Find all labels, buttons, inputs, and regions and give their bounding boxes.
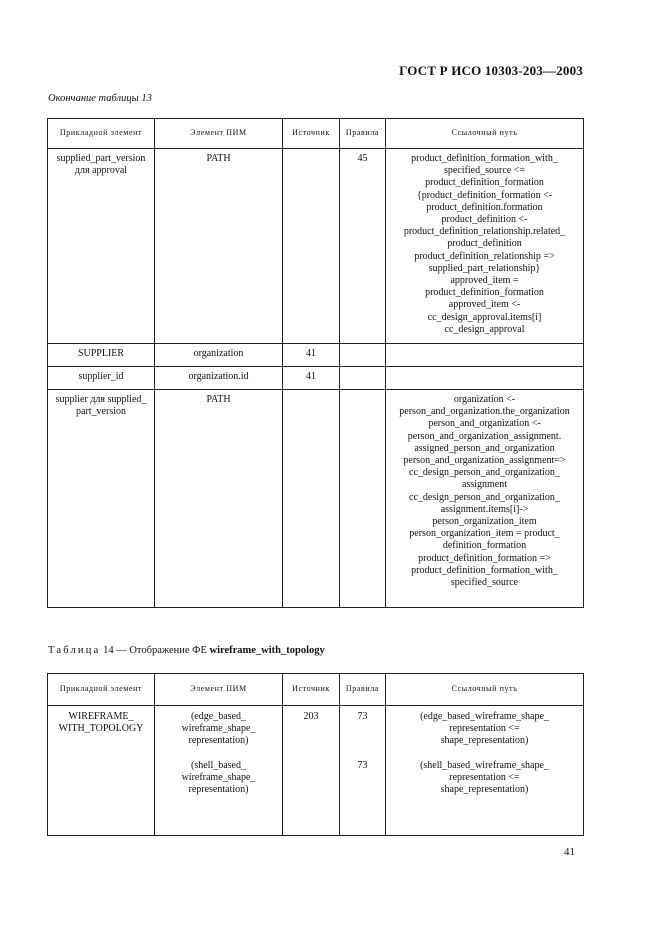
column-header: Элемент ПИМ [155,119,283,149]
reference-path-cell: (edge_based_wireframe_shape_ representation <= shape_representation) (shell_based_wireframe_shape_ representation <= shape_representation) [420,711,549,796]
reference-path-cell [386,344,583,352]
pim-element-cell: (edge_based_ wireframe_shape_ representation) (shell_based_ wireframe_shape_ representation) [181,711,256,796]
column-header: Источник [283,674,340,706]
reference-path-cell: product_definition_formation_with_ specified_source <= product_definition_formation {product_definition_formation <- product_definition.formation product_definition <- product_definition_relationship.related_ product_definition product_definition_relationship => supplied_part_relationship} approved_item = product_definition_formation approved_item <- cc_design_approval.items[i] cc_design_approval [403,153,566,335]
page-number: 41 [564,846,575,858]
rules-cell [340,367,385,375]
column-header: Ссылочный путь [386,119,584,149]
reference-path-cell [386,367,583,375]
column-header: Ссылочный путь [386,674,584,706]
table-14-header-row [48,674,584,706]
table-13-caption: Окончание таблицы 13 [48,93,152,104]
table-row [48,344,584,367]
pim-element-cell: organization.id [188,371,249,382]
caption-entity: wireframe_with_topology [209,645,325,656]
table-row [48,149,584,344]
source-cell: 41 [306,348,316,359]
column-header: Правила [340,674,386,706]
caption-number: 14 — Отображение ФЕ [103,645,207,656]
source-cell [283,390,339,398]
table-row [48,367,584,390]
column-header: Правила [340,119,386,149]
table-14 [47,673,584,836]
reference-path-cell: organization <- person_and_organization.the_organization person_and_organization <- person_and_organization_assignment. assigned_person_and_organization person_and_organization_assignment=> cc_design_person_and_organization_ assignment cc_design_person_and_organization_ assignment.items[i]-> person_organization_item person_organization_item = product_ definition_formation product_definition_formation => product_definition_formation_with_ specified_source [399,394,570,589]
column-header: Источник [283,119,340,149]
app-element-cell: supplier для supplied_ part_version [55,394,147,418]
table-14-caption [48,645,325,656]
app-element-cell: SUPPLIER [77,348,125,359]
app-element-cell: supplied_part_version для approval [56,153,146,177]
table-13-header-row [48,119,584,149]
column-header: Прикладной элемент [48,119,155,149]
rules-cell: 45 [357,153,368,164]
rules-cell [340,390,385,398]
app-element-cell: WIREFRAME_ WITH_TOPOLOGY [58,711,144,735]
caption-prefix: Таблица [48,645,101,656]
pim-element-cell: PATH [206,394,231,405]
column-header: Прикладной элемент [48,674,155,706]
rules-cell [340,344,385,352]
table-row [48,390,584,608]
source-cell: 41 [306,371,316,382]
pim-element-cell: organization [193,348,244,359]
source-cell [283,149,339,157]
app-element-cell: supplier_id [78,371,124,382]
rules-cell: 73 73 [357,711,368,771]
source-cell: 203 [303,711,319,722]
document-header: ГОСТ Р ИСО 10303-203—2003 [399,63,583,78]
table-13 [47,118,584,608]
pim-element-cell: PATH [206,153,231,164]
table-row [48,706,584,836]
column-header: Элемент ПИМ [155,674,283,706]
